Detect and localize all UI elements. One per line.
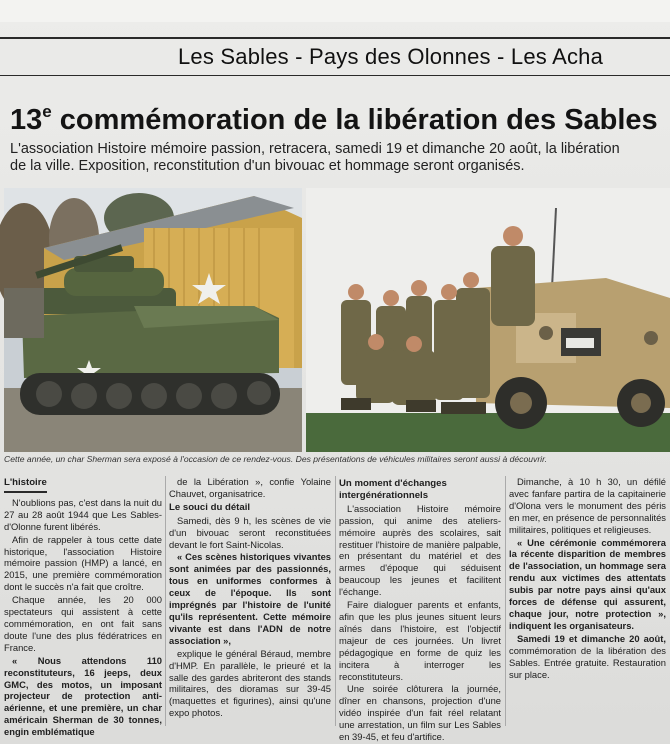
col4-paragraph-2: « Une cérémonie commémorera la récente disparition de membres de l'association, un hommage sera rendu aux victimes des attentats subis par notre pays ainsi qu'aux forces de défense qui assurent, chaque jour, notre protection », indiquent les organisateurs. <box>509 536 666 631</box>
col1-paragraph-1: N'oublions pas, c'est dans la nuit du 27 au 28 août 1944 que Les Sables-d'Olonne furent libérés. <box>4 496 162 532</box>
col4-paragraph-1: Dimanche, à 10 h 30, un défilé avec fanfare partira de la capitainerie d'Olona vers le monument des péris en mer, en présence de personnalités militaires, politiques et religieuses. <box>509 476 666 535</box>
column-dimanche <box>509 476 666 681</box>
article-headline <box>10 102 658 137</box>
col3-paragraph-1: L'association Histoire mémoire passion, qui anime des ateliers-mémoire auprès des scolaires, sait restituer l'histoire de manière palpable, en présentant du matériel et des armes d'époque qui séduisent beaucoup les jeunes et facilitent l'échange. <box>339 502 501 598</box>
col2-paragraph-4: explique le général Béraud, membre d'HMP. En parallèle, le prieuré et la salle des gardes abriteront des stands militaires, des dioramas sur 39-45 (maquettes et figurines), ainsi qu'une expo photos. <box>169 647 331 719</box>
col3-paragraph-2: Faire dialoguer parents et enfants, afin que les plus jeunes situent leurs aînés dans l'histoire, est l'objectif majeur de ces journées. Un livret pédagogique en forme de quiz les incitera à interroger les reconstituteurs. <box>339 599 501 682</box>
article-lead <box>10 141 650 175</box>
practical-info-date: Samedi 19 et dimanche 20 août, <box>517 632 666 644</box>
reenactors-illustration <box>306 188 670 452</box>
practical-info-text: commémoration de la libération des Sables. Entrée gratuite. Restauration sur place. <box>509 644 666 680</box>
col1-paragraph-4: « Nous attendons 110 reconstituteurs, 16 jeeps, deux GMC, des motos, un imposant projecteur de protection anti-aérienne, et une première, un char américain Sherman de 30 tonnes, engin emblématique <box>4 654 162 738</box>
page-top-margin <box>0 0 670 22</box>
column-histoire <box>4 476 162 739</box>
headline-superscript: e <box>42 102 52 121</box>
section-header <box>0 37 670 76</box>
col1-paragraph-3: Chaque année, les 20 000 spectateurs qui assistent à cette commémoration, en ont fait sans doute l'une des plus fédératrices en France. <box>4 594 162 653</box>
headline-number: 13 <box>10 104 43 136</box>
section-title: Les Sables - Pays des Olonnes - Les Acha <box>178 44 604 69</box>
col4-paragraph-3 <box>509 633 666 681</box>
col2-paragraph-1: de la Libération », confie Yolaine Chauvet, organisatrice. <box>169 476 331 499</box>
photo-reenactors-truck <box>306 188 670 452</box>
photo-sherman-tank <box>4 188 302 452</box>
column-divider <box>505 476 506 726</box>
col1-paragraph-2: Afin de rappeler à tous cette date historique, l'association Histoire mémoire passion (HMP) a lancé, en 2015, une première commémoration dont le succès n'a fait que croître. <box>4 533 162 593</box>
col3-paragraph-3: Une soirée clôturera la journée, dîner en chansons, projection d'une vidéo inspirée d'un fait réel relatant une arrestation, un film sur Les Sables en 39-45, et feu d'artifice. <box>339 683 501 743</box>
col2-paragraph-2: Samedi, dès 9 h, les scènes de vie d'un bivouac seront reconstituées devant le fort Saint-Nicolas. <box>169 514 331 550</box>
col2-paragraph-3: « Ces scènes historiques vivantes sont animées par des passionnés, tous en uniformes conformes à ceux de l'époque. Ils sont imprégnés par l'histoire de l'unité qu'ils représentent. Cette mémoire vivante est dans l'ADN de notre association », <box>169 551 331 646</box>
subhead-echanges: Un moment d'échanges intergénérationnels <box>339 478 447 501</box>
kicker-histoire: L'histoire <box>4 477 47 493</box>
headline-text: commémoration de la libération des Sables <box>51 104 658 136</box>
column-echanges <box>339 476 501 744</box>
column-divider <box>335 476 336 726</box>
subhead-souci-detail: Le souci du détail <box>169 501 251 513</box>
column-divider <box>165 476 166 726</box>
tank-illustration <box>4 188 302 452</box>
photo-caption: Cette année, un char Sherman sera exposé à l'occasion de ce rendez-vous. Des présentations de véhicules militaires seront aussi à découvrir. <box>4 454 548 464</box>
lead-line-2: de la ville. Exposition, reconstitution d'un bivouac et hommage seront organisés. <box>10 158 525 174</box>
column-detail <box>169 476 331 720</box>
lead-line-1: L'association Histoire mémoire passion, retracera, samedi 19 et dimanche 20 août, la libération <box>10 141 620 157</box>
